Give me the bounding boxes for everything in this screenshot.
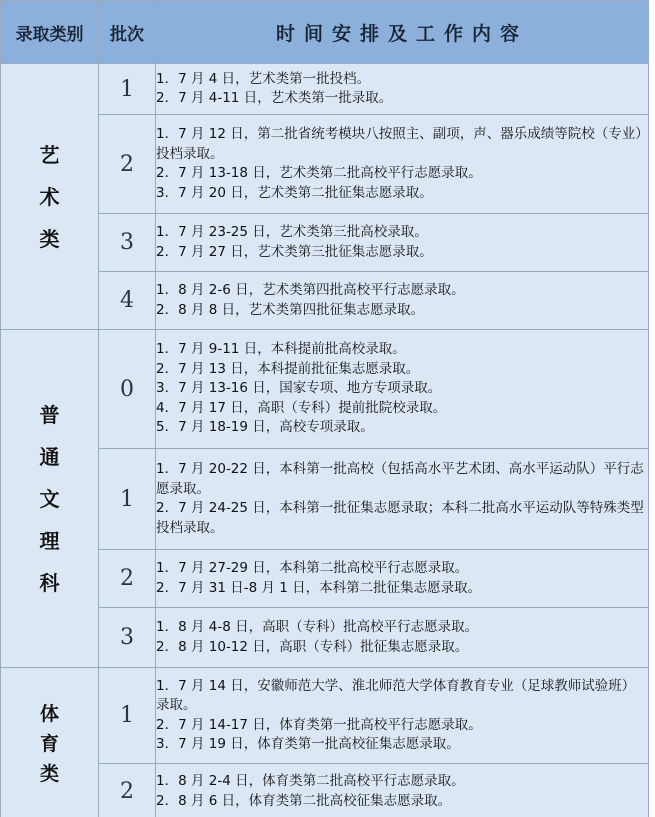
schedule-line: 2．7 月 14-17 日，体育类第一批高校平行志愿录取。 [156,716,482,733]
category-char: 普 [39,402,60,427]
schedule-content [156,330,649,449]
category-char: 艺 [39,142,60,167]
schedule-content [156,272,649,330]
schedule-content [156,115,649,214]
schedule-content [156,764,649,817]
schedule-line: 1．7 月 27-29 日，本科第二批高校平行志愿录取。 [156,560,469,576]
table-row [1,272,649,330]
category-char: 文 [39,486,60,511]
schedule-line: 2．7 月 31 日-8 月 1 日，本科第二批征集志愿录取。 [156,579,482,596]
table-row [1,330,649,449]
schedule-line: 2．7 月 4-11 日，艺术类第一批录取。 [156,90,393,106]
schedule-line: 3．7 月 13-16 日，国家专项、地方专项录取。 [156,380,442,397]
batch-number: 3 [99,608,156,668]
table-header-row [1,1,649,64]
schedule-line: 2．7 月 13-18 日，艺术类第二批高校平行志愿录取。 [156,165,482,181]
batch-number: 2 [99,764,156,817]
schedule-line: 2．7 月 27 日，艺术类第三批征集志愿录取。 [156,243,433,260]
schedule-content [156,668,649,764]
category-char: 类 [39,226,60,251]
category-cell-art [1,64,99,330]
schedule-line: 2．8 月 10-12 日，高职（专科）批征集志愿录取。 [156,638,469,655]
schedule-content [156,608,649,668]
category-char: 育 [39,732,59,755]
category-cell-sports [1,668,99,817]
category-char: 体 [39,702,59,725]
schedule-line: 1．8 月 4-8 日，高职（专科）批高校平行志愿录取。 [156,619,479,635]
category-char: 理 [39,528,60,553]
schedule-line: 1．7 月 14 日，安徽师范大学、淮北师范大学体育教育专业（足球教师试验班）录取。 [156,677,636,713]
batch-number: 2 [99,115,156,214]
table-row [1,668,649,764]
schedule-line: 5．7 月 18-19 日，高校专项录取。 [156,419,374,436]
batch-number: 2 [99,550,156,608]
schedule-line: 1．8 月 2-4 日，体育类第二批高校平行志愿录取。 [156,773,465,789]
table-row [1,608,649,668]
table-row [1,449,649,550]
schedule-line: 3．7 月 19 日，体育类第一批高校征集志愿录取。 [156,736,460,752]
schedule-line: 4．7 月 17 日，高职（专科）提前批院校录取。 [156,399,447,416]
schedule-line: 1．7 月 23-25 日，艺术类第三批高校录取。 [156,224,428,240]
batch-number: 1 [99,64,156,115]
header-content: 时间安排及工作内容 [156,1,649,64]
table-row [1,115,649,214]
batch-number: 1 [99,668,156,764]
schedule-content [156,550,649,608]
schedule-line: 1．7 月 9-11 日，本科提前批高校录取。 [156,341,406,358]
category-char: 类 [39,762,59,785]
schedule-line: 2．8 月 8 日，艺术类第四批征集志愿录取。 [156,301,425,318]
category-char: 科 [39,570,60,595]
schedule-line: 1．8 月 2-6 日，艺术类第四批高校平行志愿录取。 [156,282,465,298]
schedule-content [156,214,649,272]
batch-number: 1 [99,449,156,550]
header-batch: 批次 [99,1,156,64]
category-char: 通 [39,444,60,469]
schedule-line: 2．7 月 24-25 日，本科第一批征集志愿录取；本科二批高水平运动队等特殊类型投档录取。 [156,500,644,536]
table-row [1,64,649,115]
schedule-content [156,64,649,115]
header-category: 录取类别 [1,1,99,64]
schedule-line: 1．7 月 4 日，艺术类第一批投档。 [156,70,371,87]
table-row [1,214,649,272]
batch-number: 3 [99,214,156,272]
batch-number: 4 [99,272,156,330]
schedule-line: 1．7 月 20-22 日，本科第一批高校（包括高水平艺术团、高水平运动队）平行志愿录取。 [156,461,644,497]
schedule-line: 1．7 月 12 日，第二批省统考模块八按照主、副项，声、器乐成绩等院校（专业）投档录取。 [156,126,642,162]
schedule-content [156,449,649,550]
table-row [1,550,649,608]
schedule-line: 2．8 月 6 日，体育类第二批高校征集志愿录取。 [156,792,452,809]
category-char: 术 [39,184,60,209]
table-row [1,764,649,817]
schedule-line: 3．7 月 20 日，艺术类第二批征集志愿录取。 [156,184,433,201]
schedule-line: 2．7 月 13 日，本科提前批征集志愿录取。 [156,360,420,377]
batch-number: 0 [99,330,156,449]
category-cell-general [1,330,99,668]
